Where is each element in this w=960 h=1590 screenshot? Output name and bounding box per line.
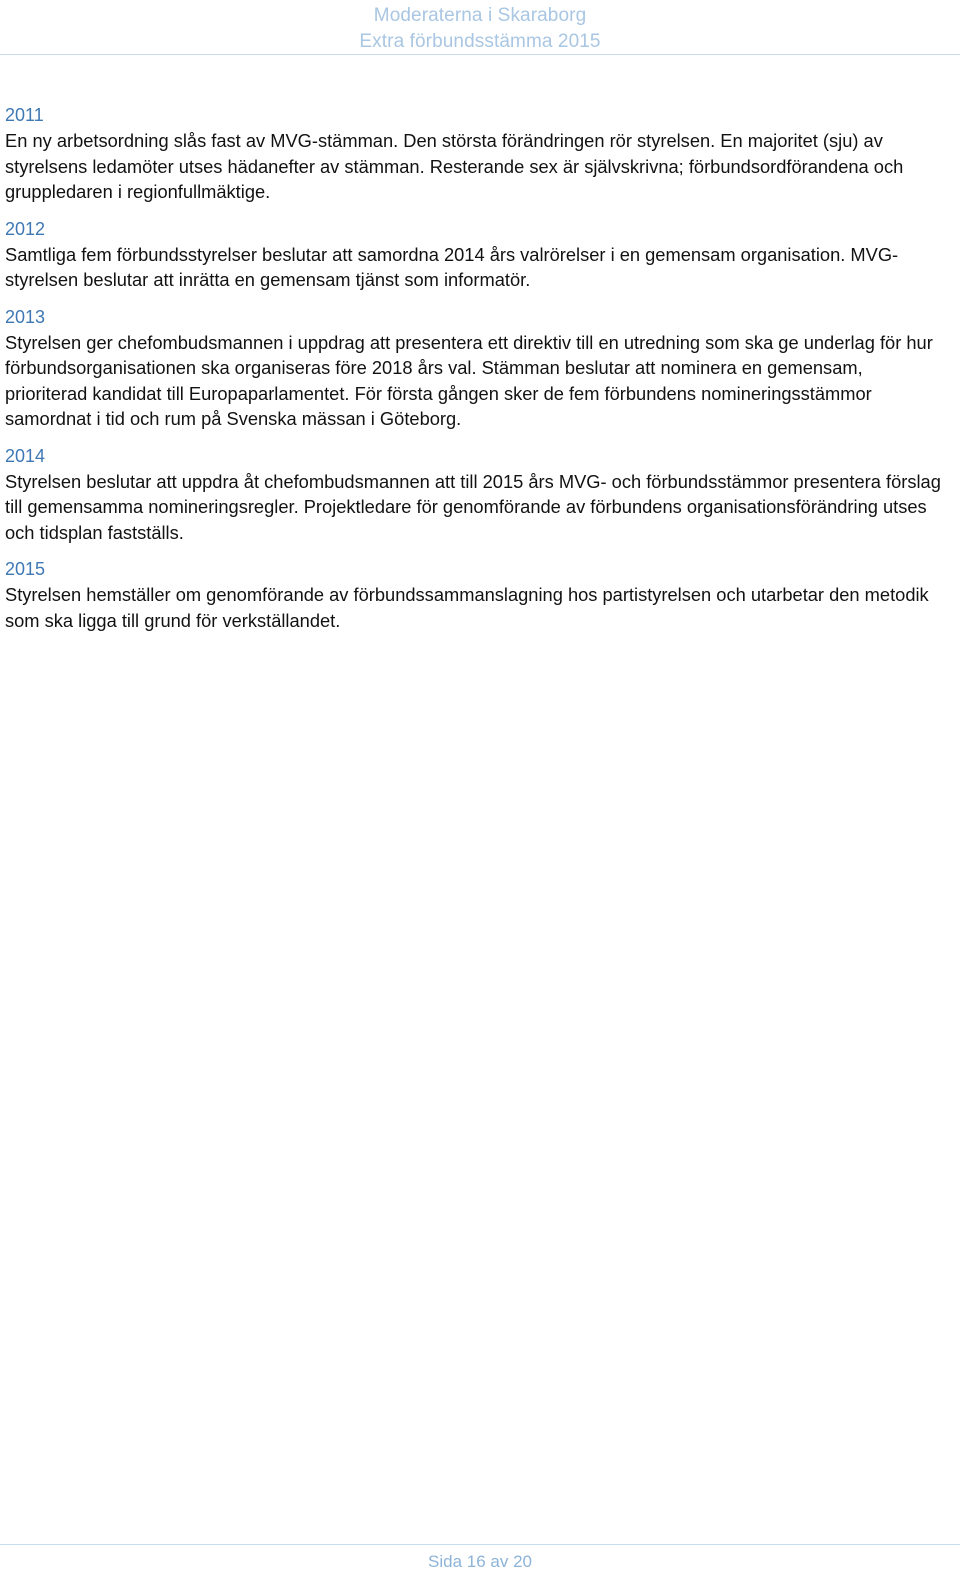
document-body <box>5 102 945 644</box>
section-2012 <box>5 216 945 293</box>
section-2011 <box>5 102 945 205</box>
section-year: 2012 <box>5 218 46 239</box>
page-footer <box>0 1544 960 1590</box>
section-2014 <box>5 443 945 546</box>
section-year: 2014 <box>5 445 46 466</box>
page-number: Sida 16 av 20 <box>428 1552 532 1571</box>
header-org: Moderaterna i Skaraborg <box>373 5 587 26</box>
section-text: En ny arbetsordning slås fast av MVG-stämman. Den största förändringen rör styrelsen. En majoritet (sju) av styrelsens ledamöter utses hädanefter av stämman. Resterande sex är självskrivna; förbundsordförandena och gruppledaren i regionfullmäktige. <box>5 130 904 202</box>
section-year: 2013 <box>5 306 46 327</box>
section-year: 2015 <box>5 559 46 579</box>
section-2013 <box>5 304 945 432</box>
section-text: Styrelsen beslutar att uppdra åt chefombudsmannen att till 2015 års MVG- och förbundsstämmor presentera förslag till gemensamma nomineringsregler. Projektledare för genomförande av förbundens organisationsförändring utses och tidsplan fastställs. <box>5 470 941 543</box>
section-year: 2011 <box>5 105 44 125</box>
section-text: Styrelsen ger chefombudsmannen i uppdrag att presentera ett direktiv till en utredning som ska ge underlag för hur förbundsorganisationen ska organiseras före 2018 års val. Stämman beslutar att nominera en gemensam, prioriterad kandidat till Europaparlamentet. För första gången sker de fem förbundens nomineringsstämmor samordnat i tid och rum på Svenska mässan i Göteborg. <box>5 331 933 429</box>
header-event: Extra förbundsstämma 2015 <box>359 31 601 52</box>
section-text: Styrelsen hemställer om genomförande av förbundssammanslagning hos partistyrelsen och utarbetar den metodik som ska ligga till grund för verkställandet. <box>5 584 929 631</box>
section-text: Samtliga fem förbundsstyrelser beslutar att samordna 2014 års valrörelser i en gemensam organisation. MVG-styrelsen beslutar att inrätta en gemensam tjänst som informatör. <box>5 243 899 290</box>
section-2015 <box>5 556 945 633</box>
page-header <box>0 0 960 55</box>
